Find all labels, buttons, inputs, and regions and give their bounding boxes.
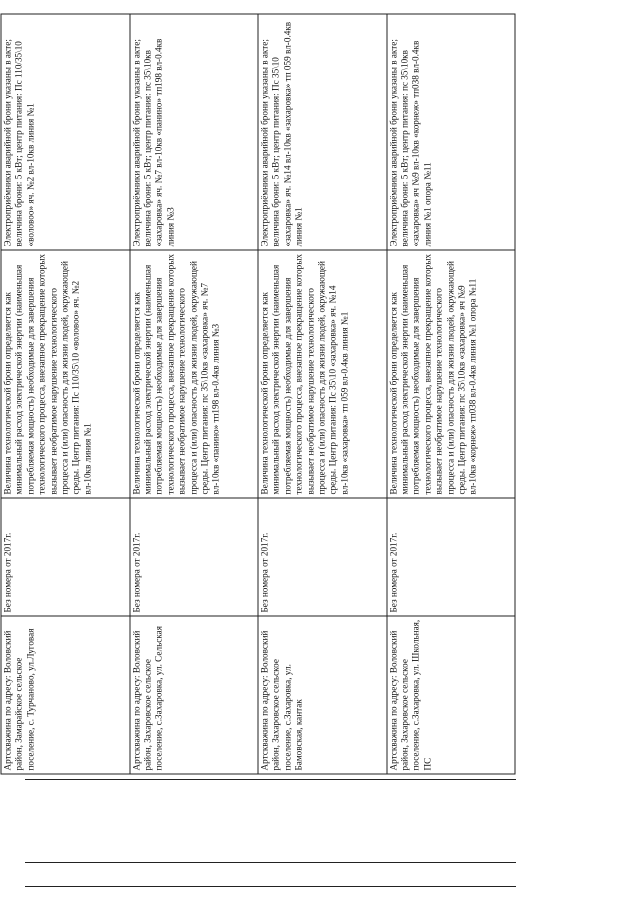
emergency-reserve-cell: Электроприёмники аварийной брони указаны в акте; величина брони: 5 кВт; центр питания: Пс 110/35\10 «воловоо» яч. №2 вл-10кв линия №1 [1,14,130,250]
technological-reserve-cell: Величина технологической брони определяется как минимальный расход электрической энергии (наименьшая потребляемая мощность) необходимые для завершения технологического процесса, внезапное прекращение которых вызывает необратимое нарушение технологического процесса и (или) опасность для жизни людей, окружающей среды. Центр питания: пс 35\10кв «захаровка» яч №9 вл-10кв «корнеж» тп038 вл-0.4кв линия №1 опора №11 [387,250,516,498]
document-cell: Без номера от 2017г. [387,498,516,616]
rotated-table-container [1,15,516,775]
backup-power-table [1,14,516,775]
table-row [258,14,387,774]
address-cell: Артскважина по адресу: Воловский район, Захаровское сельское поселение, с.Захаровка, ул. Сельская [130,616,259,774]
address-cell: Артскважина по адресу: Воловский район, Захаровское сельское поселение, с.Захаровка, ул. Школьная, ПС [387,616,516,774]
table-row [130,14,259,774]
horizontal-rule [25,862,516,863]
document-cell: Без номера от 2017г. [1,498,130,616]
emergency-reserve-cell: Электроприёмники аварийной брони указаны в акте; величина брони: 5 кВт; центр питания: Пс 35\10 «захаровка» яч. №14 вл-10кв «захаровка» тп 059 вл-0.4кв линия №1 [258,14,387,250]
emergency-reserve-cell: Электроприёмники аварийной брони указаны в акте; величина брони: 5 кВт; центр питания: пс 35\10кв «захаровка» яч. №7 вл-10кв «панино» тп198 вл-0.4кв линия №3 [130,14,259,250]
table-row [387,14,516,774]
address-cell: Артскважина по адресу: Воловский район, Захаровское сельское поселение, с.Захаровка, ул. Бамовская, кантак [258,616,387,774]
document-cell: Без номера от 2017г. [130,498,259,616]
document-cell: Без номера от 2017г. [258,498,387,616]
technological-reserve-cell: Величина технологической брони определяется как минимальный расход электрической энергии (наименьшая потребляемая мощность) необходимые для завершения технологического процесса, внезапное прекращение которых вызывает необратимое нарушение технологического процесса и (или) опасность для жизни людей, окружающей среды. Центр питания: Пс 110/35\10 «воловоо» яч. №2 вл-10кв линия №1 [1,250,130,498]
table-row [1,14,130,774]
technological-reserve-cell: Величина технологической брони определяется как минимальный расход электрической энергии (наименьшая потребляемая мощность) необходимые для завершения технологического процесса, внезапное прекращение которых вызывает необратимое нарушение технологического процесса и (или) опасность для жизни людей, окружающей среды. Центр питания: пс 35\10кв «захаровка» яч. №7 вл-10кв «панино» тп198 вл-0.4кв линия №3 [130,250,259,498]
emergency-reserve-cell: Электроприёмники аварийной брони указаны в акте; величина брони: 5 кВт; центр питания: пс 35\10кв «захаровка» яч №9 вл-10кв «корнеж» тп038 вл-0.4кв линия №1 опора №11 [387,14,516,250]
horizontal-rule [25,886,516,887]
address-cell: Артскважина по адресу: Воловский район, Замарайское сельское поселение, с. Турчаново, ул.Луговая [1,616,130,774]
technological-reserve-cell: Величина технологической брони определяется как минимальный расход электрической энергии (наименьшая потребляемая мощность) необходимые для завершения технологического процесса, внезапное прекращение которых вызывает необратимое нарушение технологического процесса и (или) опасность для жизни людей, окружающей среды. Центр питания: Пс 35\10 «захаровка» яч. №14 вл-10кв «захаровка» тп 059 вл-0.4кв линия №1 [258,250,387,498]
horizontal-rule [25,779,516,780]
